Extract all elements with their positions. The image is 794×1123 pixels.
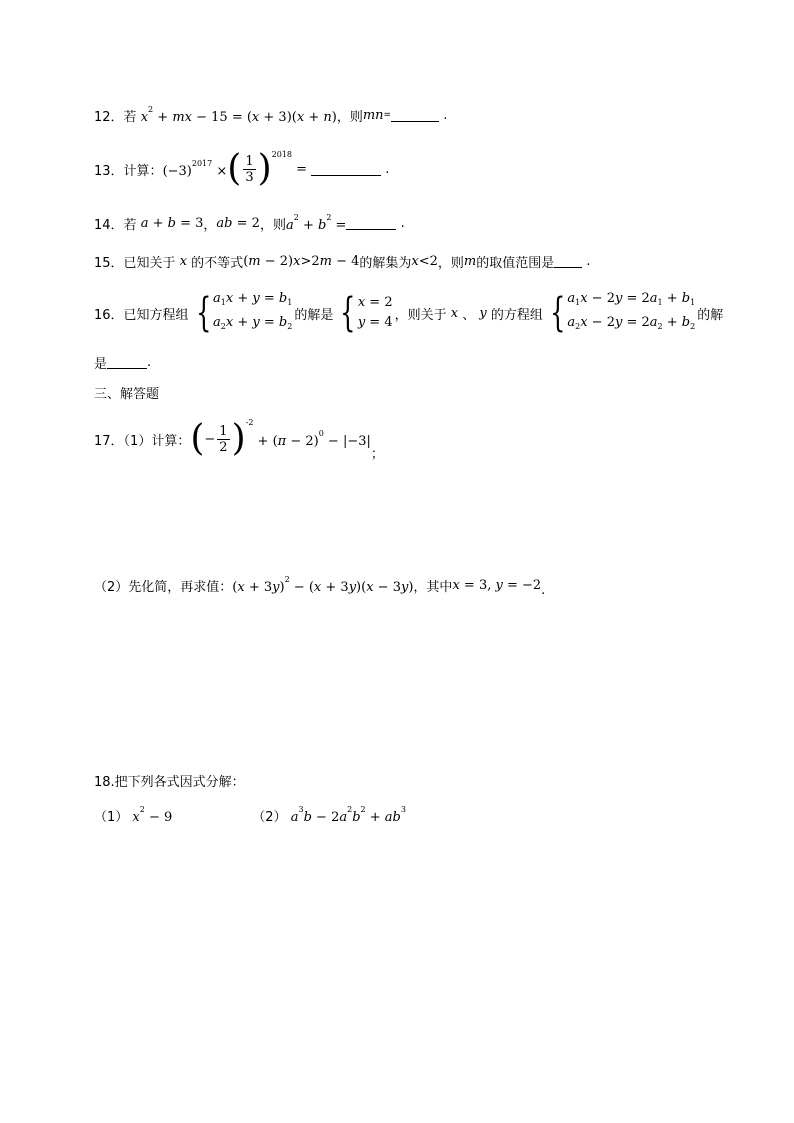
part-label: （1） bbox=[94, 809, 129, 825]
expression: mn bbox=[362, 107, 384, 123]
equation: $x^2$ + mx − 15 = (x + 3)(x + n) bbox=[140, 105, 337, 125]
fraction: $\frac{1}{3}$ bbox=[245, 153, 254, 185]
solution-set: x<2 bbox=[411, 253, 438, 269]
question-label: （2）先化简，再求值： bbox=[94, 579, 233, 595]
expression: $x^2 - 9$ bbox=[132, 805, 173, 825]
question-17-part-2: （2）先化简，再求值： $(x + 3y)^2 - (x + 3y)(x - 3y)$ ，其中 x = 3, y = −2 . bbox=[94, 575, 546, 598]
problem-number: 16． bbox=[94, 307, 124, 323]
values: x = 3, y = −2 bbox=[452, 577, 542, 593]
expression: + $(\pi - 2)^0 - |-3|$ bbox=[253, 429, 371, 449]
section-title: 三、解答题 bbox=[94, 386, 160, 402]
answer-blank[interactable] bbox=[554, 255, 582, 268]
equals: = bbox=[383, 110, 392, 120]
problem-13: 13． 计算： $(-3)^{2017}$ × ( $\frac{1}{3}$ ) 2018 = . bbox=[94, 148, 390, 189]
answer-blank[interactable] bbox=[311, 163, 381, 176]
problem-12: 12． 若 $x^2$ + mx − 15 = (x + 3)(x + n) ，则 mn = . bbox=[94, 105, 448, 125]
inequality: (m − 2)x>2m − 4 bbox=[243, 253, 360, 269]
problem-16-continued: 是 . bbox=[94, 354, 152, 372]
problem-number: 15． bbox=[94, 255, 124, 271]
answer-blank[interactable] bbox=[107, 356, 147, 369]
expression: $a^2 + b^2$ = bbox=[285, 213, 347, 233]
problem-text: 若 bbox=[123, 109, 137, 125]
answer-blank[interactable] bbox=[391, 109, 439, 122]
problem-number: 13． bbox=[94, 163, 124, 179]
answer-blank[interactable] bbox=[346, 217, 396, 230]
equation-system-2: { $a_1x - 2y = 2a_1 + b_1$ $a_2x - 2y = 2a_2 + b_2$ bbox=[549, 290, 696, 336]
fraction: $\frac{1}{2}$ bbox=[219, 423, 228, 455]
equation-system-1: { $a_1x + y = b_1$ $a_2x + y = b_2$ bbox=[195, 290, 293, 336]
expression: $(-3)^{2017}$ × bbox=[162, 159, 228, 179]
question-18-title: 18.把下列各式因式分解： bbox=[94, 774, 245, 790]
expression: $a^3b - 2a^2b^2 + ab^3$ bbox=[290, 805, 406, 825]
problem-text: ，则 bbox=[336, 109, 363, 125]
expression: $(x + 3y)^2 - (x + 3y)(x - 3y)$ bbox=[232, 575, 414, 595]
problem-text: 已知方程组 bbox=[123, 307, 189, 323]
solution-system: { x = 2 y = 4 bbox=[340, 290, 393, 336]
question-18-parts bbox=[94, 804, 406, 826]
problem-text: 计算： bbox=[123, 163, 163, 179]
question-label: 17．（1）计算： bbox=[94, 433, 191, 449]
equation: ab = 2 bbox=[216, 215, 260, 231]
equation: a + b = 3 bbox=[140, 215, 204, 231]
problem-14: 14． 若 a + b = 3 ， ab = 2 ，则 $a^2 + b^2$ = . bbox=[94, 213, 405, 233]
problem-number: 12． bbox=[94, 109, 124, 125]
problem-16: 16． 已知方程组 { $a_1x + y = b_1$ $a_2x + y = b_2$ 的解是 { x = 2 y = 4 ，则关于 x 、 y 的方程组 { $a_1x - 2y = 2a_1 + b_1$ $a_2x - 2y = 2a_2 + b_2$ 的解 bbox=[94, 290, 724, 336]
exponent: -2 bbox=[245, 418, 254, 427]
problem-number: 14． bbox=[94, 217, 124, 233]
problem-text: 若 bbox=[123, 217, 137, 233]
part-label: （2） bbox=[252, 809, 287, 825]
problem-15: 15． 已知关于 x 的不等式 (m − 2)x>2m − 4 的解集为 x<2 ，则 m 的取值范围是 . bbox=[94, 253, 591, 271]
problem-text: 已知关于 bbox=[123, 255, 176, 271]
question-17-part-1: 17．（1）计算： ( − $\frac{1}{2}$ ) -2 + $(\pi - 2)^0 - |-3|$ ； bbox=[94, 418, 384, 462]
exponent: 2018 bbox=[271, 150, 292, 159]
